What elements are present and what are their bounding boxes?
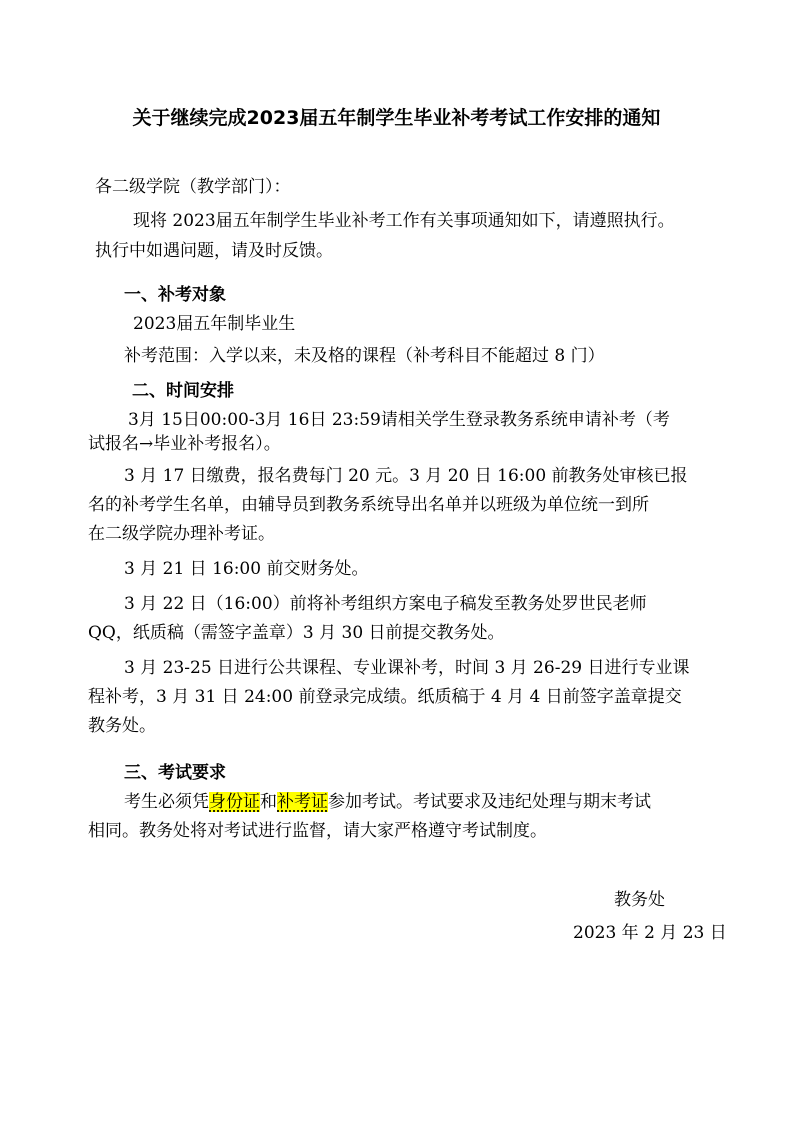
intro-line-1: 现将 2023届五年制学生毕业补考工作有关事项通知如下，请遵照执行。	[133, 211, 675, 231]
section-1-line-2: 补考范围：入学以来，未及格的课程（补考科目不能超过 8 门）	[124, 346, 605, 366]
section-2-p2-line-3: 在二级学院办理补考证。	[88, 524, 275, 544]
section-3-p1-line-1	[124, 791, 651, 813]
salutation: 各二级学院（教学部门）：	[95, 177, 291, 197]
section-3-text-3: 参加考试。考试要求及违纪处理与期末考试	[328, 792, 651, 812]
signature-office: 教务处	[614, 890, 665, 910]
section-1-heading: 一、补考对象	[124, 285, 226, 305]
section-3-text-2: 和	[260, 792, 277, 812]
signature-date: 2023 年 2 月 23 日	[573, 923, 727, 943]
section-2-heading: 二、时间安排	[132, 381, 234, 401]
highlight-id-card: 身份证	[209, 792, 260, 812]
section-3-heading: 三、考试要求	[124, 763, 226, 783]
section-2-p1-line-2: 试报名→毕业补考报名）。	[88, 434, 281, 454]
notice-title: 关于继续完成2023届五年制学生毕业补考考试工作安排的通知	[132, 107, 661, 129]
section-3-p1-line-2: 相同。教务处将对考试进行监督，请大家严格遵守考试制度。	[88, 821, 547, 841]
section-2-p1-line-1: 3月 15日00:00-3月 16日 23:59请相关学生登录教务系统申请补考（考	[128, 410, 670, 430]
section-3-text-1: 考生必须凭	[124, 792, 209, 812]
section-2-p2-line-1: 3 月 17 日缴费，报名费每门 20 元。3 月 20 日 16:00 前教务处审核已报	[124, 466, 688, 486]
section-2-p5-line-1: 3 月 23-25 日进行公共课程、专业课补考，时间 3 月 26-29 日进行专业课	[124, 658, 690, 678]
section-2-p4-line-2: QQ，纸质稿（需签字盖章）3 月 30 日前提交教务处。	[88, 623, 505, 643]
intro-line-2: 执行中如遇问题，请及时反馈。	[95, 241, 333, 261]
section-2-p4-line-1: 3 月 22 日（16:00）前将补考组织方案电子稿发至教务处罗世民老师	[124, 594, 647, 614]
section-2-p3-line-1: 3 月 21 日 16:00 前交财务处。	[124, 559, 369, 579]
section-2-p2-line-2: 名的补考学生名单，由辅导员到教务系统导出名单并以班级为单位统一到所	[88, 495, 649, 515]
section-2-p5-line-2: 程补考，3 月 31 日 24:00 前登录完成绩。纸质稿于 4 月 4 日前签字盖章提交	[88, 687, 682, 707]
highlight-makeup-exam-card: 补考证	[277, 792, 328, 812]
section-1-line-1: 2023届五年制毕业生	[133, 314, 296, 334]
section-2-p5-line-3: 教务处。	[88, 716, 156, 736]
